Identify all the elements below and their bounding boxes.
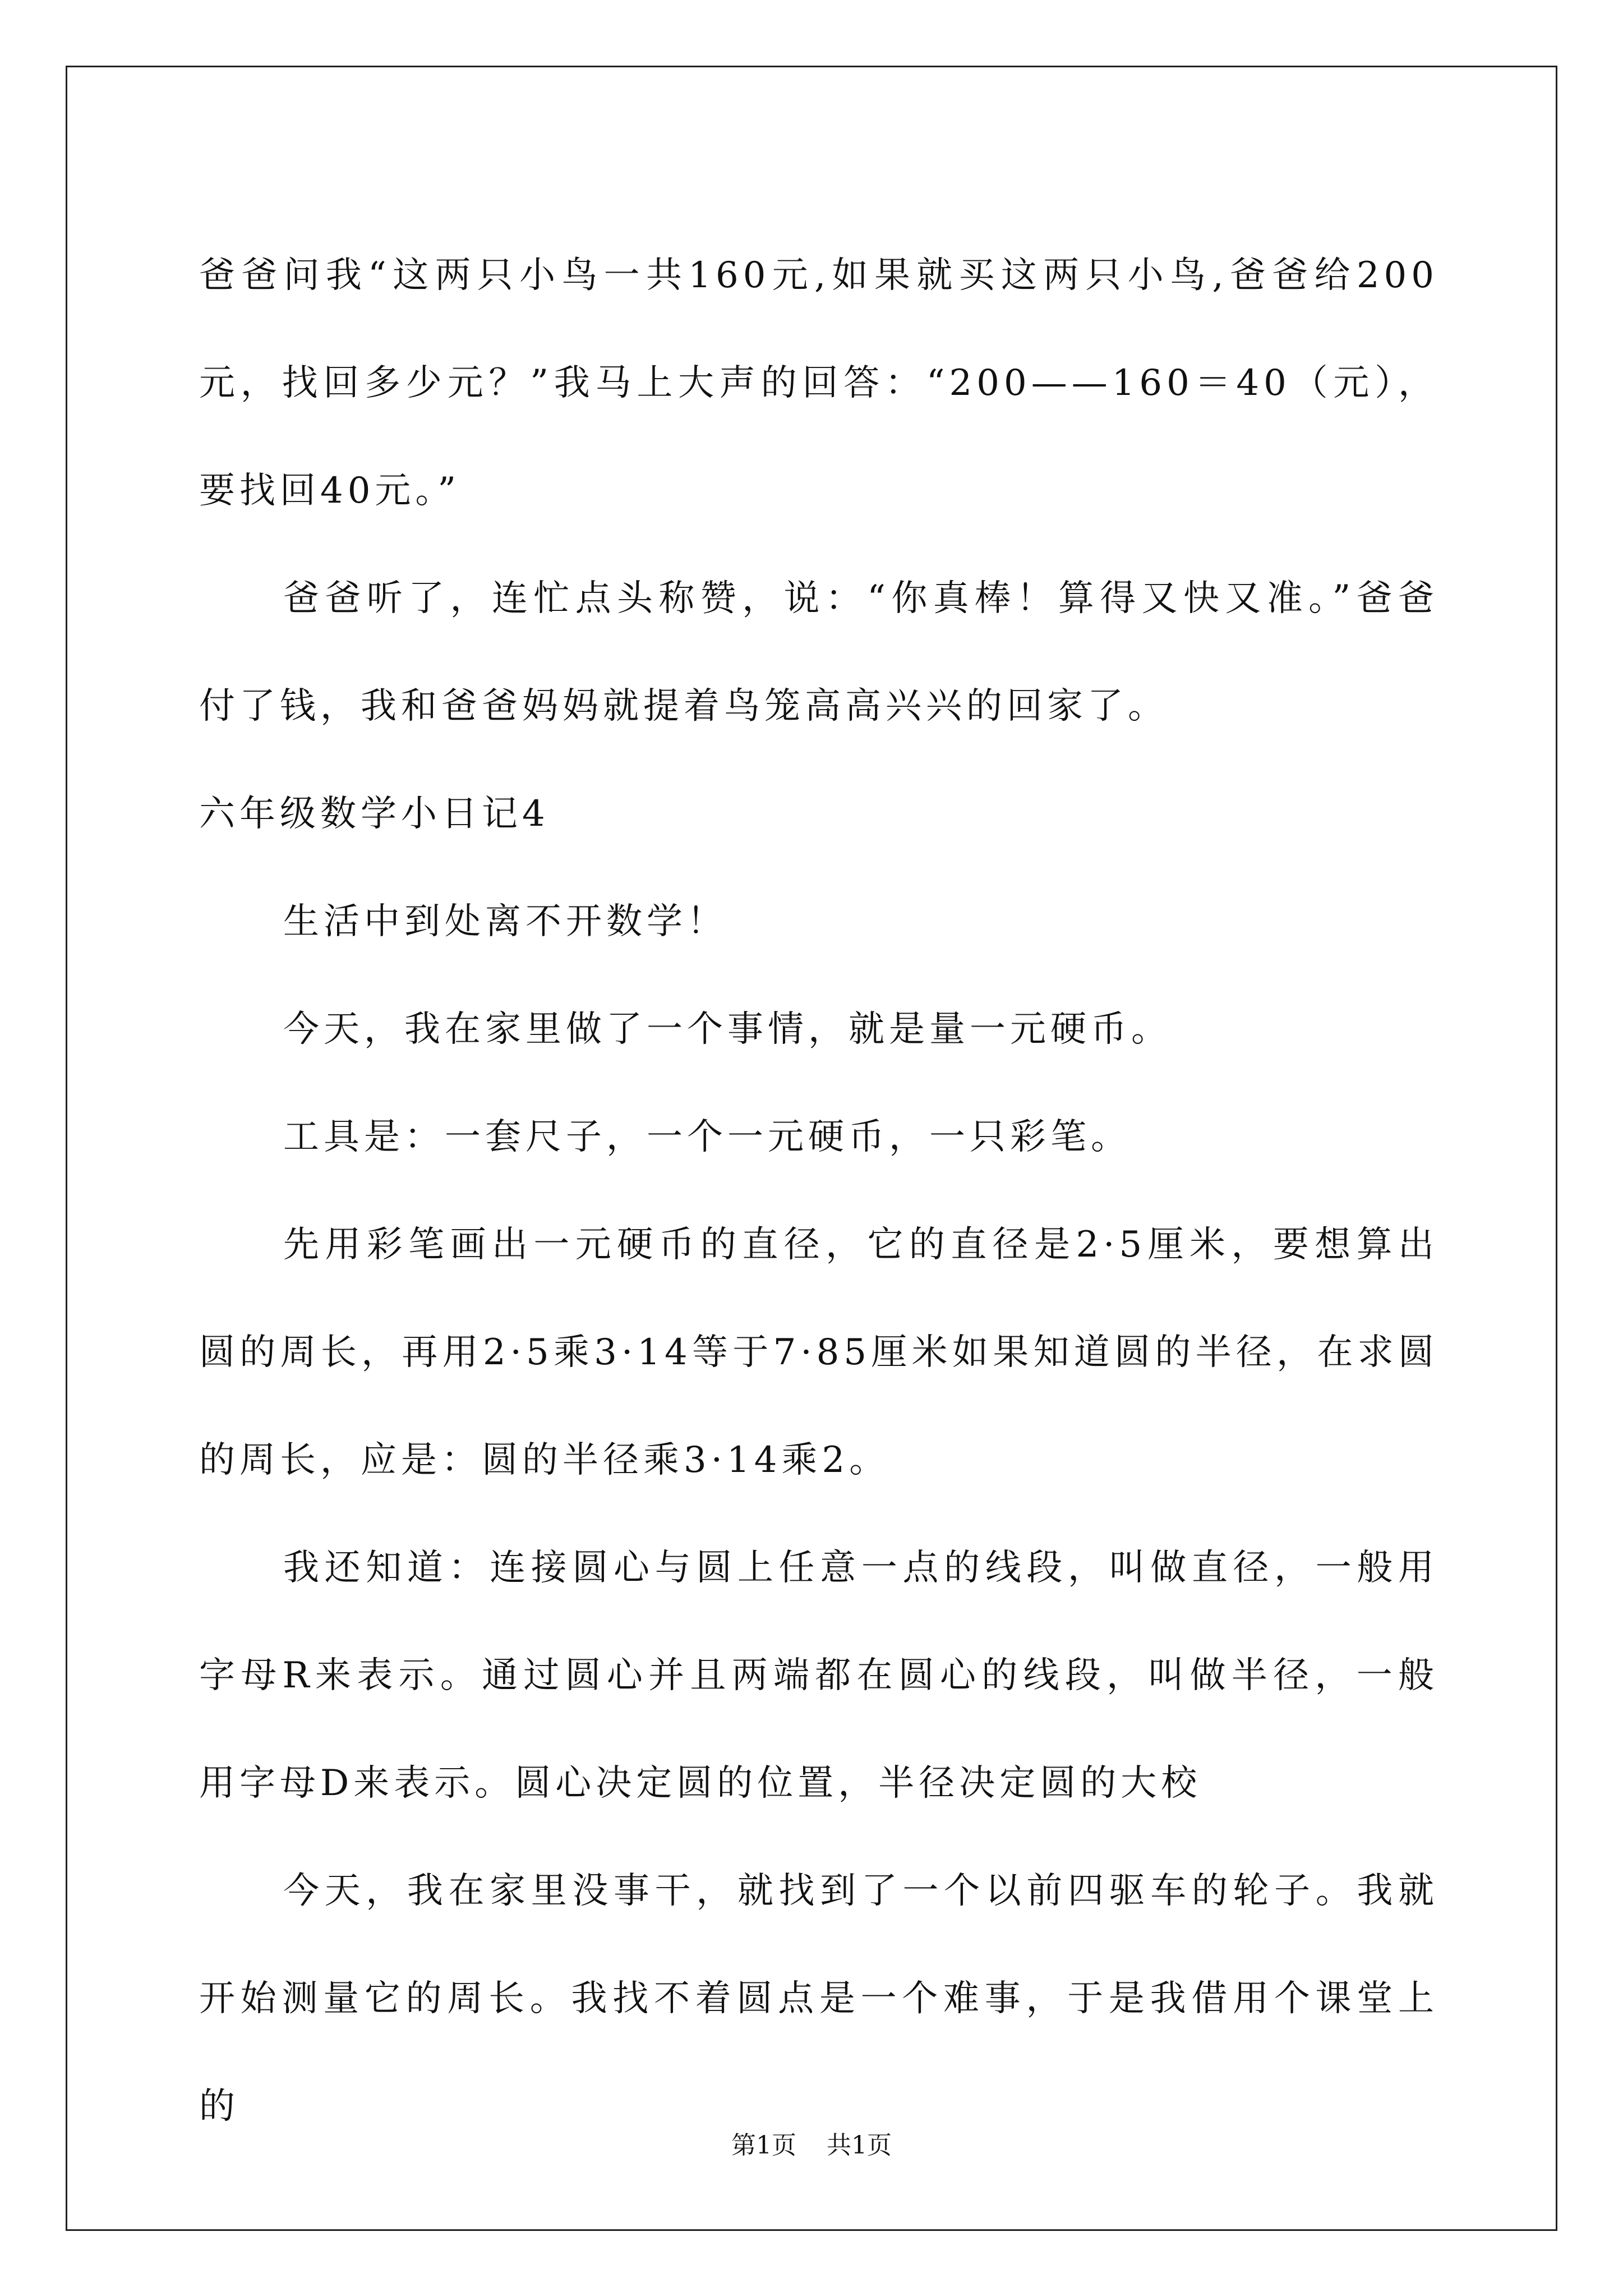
section-paragraph-5: 我还知道：连接圆心与圆上任意一点的线段，叫做直径，一般用字母R来表示。通过圆心并且两端都在圆心的线段，叫做半径，一般用字母D来表示。圆心决定圆的位置，半径决定圆的大校 bbox=[199, 1547, 1438, 1804]
page-footer bbox=[0, 2129, 1623, 2162]
section-paragraph-2: 今天，我在家里做了一个事情，就是量一元硬币。 bbox=[283, 1009, 1172, 1050]
section-paragraph-4: 先用彩笔画出一元硬币的直径，它的直径是2·5厘米，要想算出圆的周长，再用2·5乘3·14等于7·85厘米如果知道圆的半径，在求圆的周长，应是：圆的半径乘3·14乘2。 bbox=[199, 1224, 1438, 1481]
page-number-total: 共1页 bbox=[827, 2131, 892, 2160]
section-paragraph-6: 今天，我在家里没事干，就找到了一个以前四驱车的轮子。我就开始测量它的周长。我找不着圆点是一个难事，于是我借用个课堂上的 bbox=[199, 1870, 1438, 2127]
section-paragraph-1: 生活中到处离不开数学！ bbox=[283, 901, 727, 942]
paragraph-1: 爸爸问我“这两只小鸟一共160元,如果就买这两只小鸟,爸爸给200元，找回多少元？”我马上大声的回答：“200——160＝40（元），要找回40元。” bbox=[199, 255, 1438, 512]
document-body bbox=[199, 222, 1438, 2160]
section-heading: 六年级数学小日记4 bbox=[199, 793, 550, 835]
section-paragraph-3: 工具是：一套尺子，一个一元硬币，一只彩笔。 bbox=[283, 1116, 1131, 1158]
paragraph-2: 爸爸听了，连忙点头称赞，说：“你真棒！算得又快又准。”爸爸付了钱，我和爸爸妈妈就提着鸟笼高高兴兴的回家了。 bbox=[199, 578, 1438, 727]
page-number-current: 第1页 bbox=[731, 2131, 796, 2160]
